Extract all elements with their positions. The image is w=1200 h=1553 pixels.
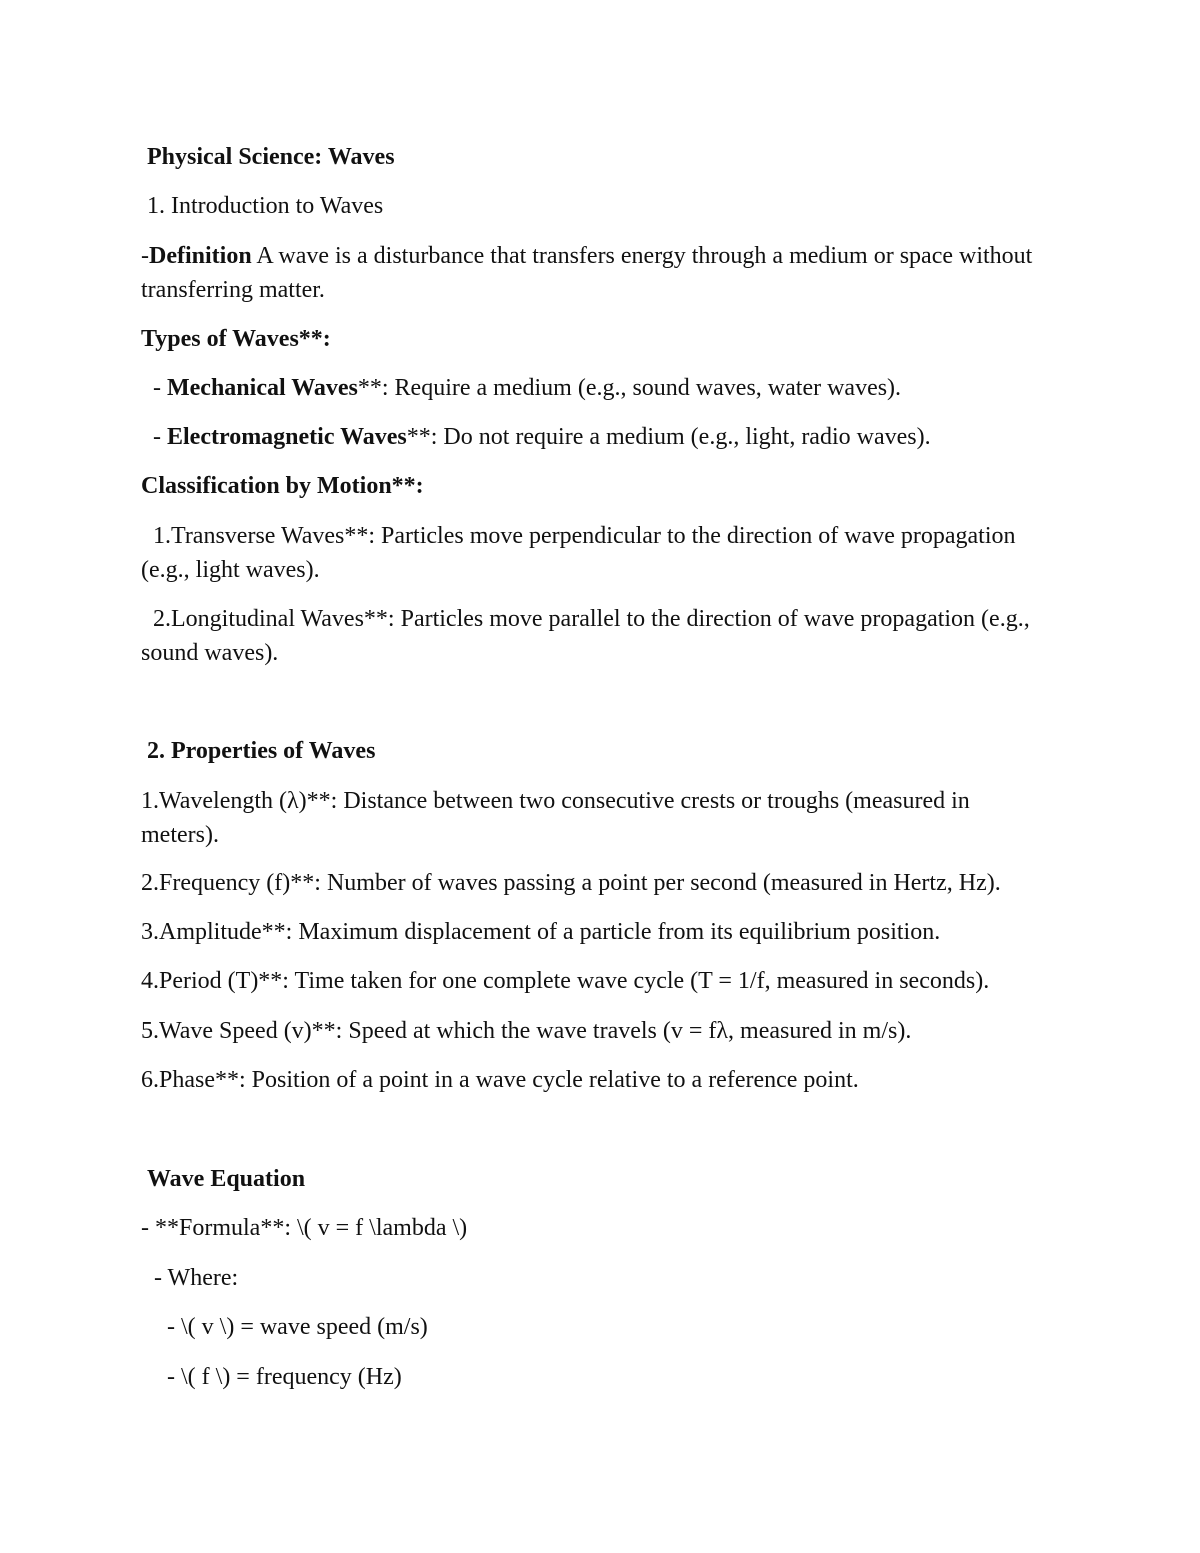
formula-line: - **Formula**: \( v = f \lambda \) [141, 1215, 468, 1241]
transverse-waves-item: 1.Transverse Waves**: Particles move perpendicular to the direction of wave propagation (e.g., light waves). [141, 523, 1016, 583]
classification-heading: Classification by Motion**: [141, 473, 424, 499]
where-line: - Where: [154, 1265, 239, 1291]
electromagnetic-waves-item: - Electromagnetic Waves**: Do not require a medium (e.g., light, radio waves). [153, 424, 931, 450]
mechanical-waves-item: - Mechanical Waves**: Require a medium (e.g., sound waves, water waves). [153, 375, 902, 401]
types-heading: Types of Waves**: [141, 326, 331, 352]
definition-paragraph: -Definition A wave is a disturbance that transfers energy through a medium or space without transferring matter. [141, 243, 1033, 303]
section-heading-wave-equation: Wave Equation [147, 1166, 306, 1192]
property-item-phase: 6.Phase**: Position of a point in a wave cycle relative to a reference point. [141, 1067, 859, 1093]
property-item-frequency: 2.Frequency (f)**: Number of waves passing a point per second (measured in Hertz, Hz). [141, 870, 1001, 896]
longitudinal-waves-item: 2.Longitudinal Waves**: Particles move parallel to the direction of wave propagation (e.g., sound waves). [141, 606, 1030, 666]
property-item-amplitude: 3.Amplitude**: Maximum displacement of a particle from its equilibrium position. [141, 919, 941, 945]
property-item-wave-speed: 5.Wave Speed (v)**: Speed at which the wave travels (v = fλ, measured in m/s). [141, 1018, 912, 1044]
document-title: Physical Science: Waves [147, 144, 395, 170]
section-heading-properties: 2. Properties of Waves [147, 738, 376, 764]
property-item-wavelength: 1.Wavelength (λ)**: Distance between two consecutive crests or troughs (measured in meters). [141, 788, 970, 848]
section-heading-introduction: 1. Introduction to Waves [147, 193, 384, 219]
property-item-period: 4.Period (T)**: Time taken for one complete wave cycle (T = 1/f, measured in seconds). [141, 968, 990, 994]
where-item-speed: - \( v \) = wave speed (m/s) [167, 1314, 428, 1340]
where-item-frequency: - \( f \) = frequency (Hz) [167, 1364, 402, 1390]
